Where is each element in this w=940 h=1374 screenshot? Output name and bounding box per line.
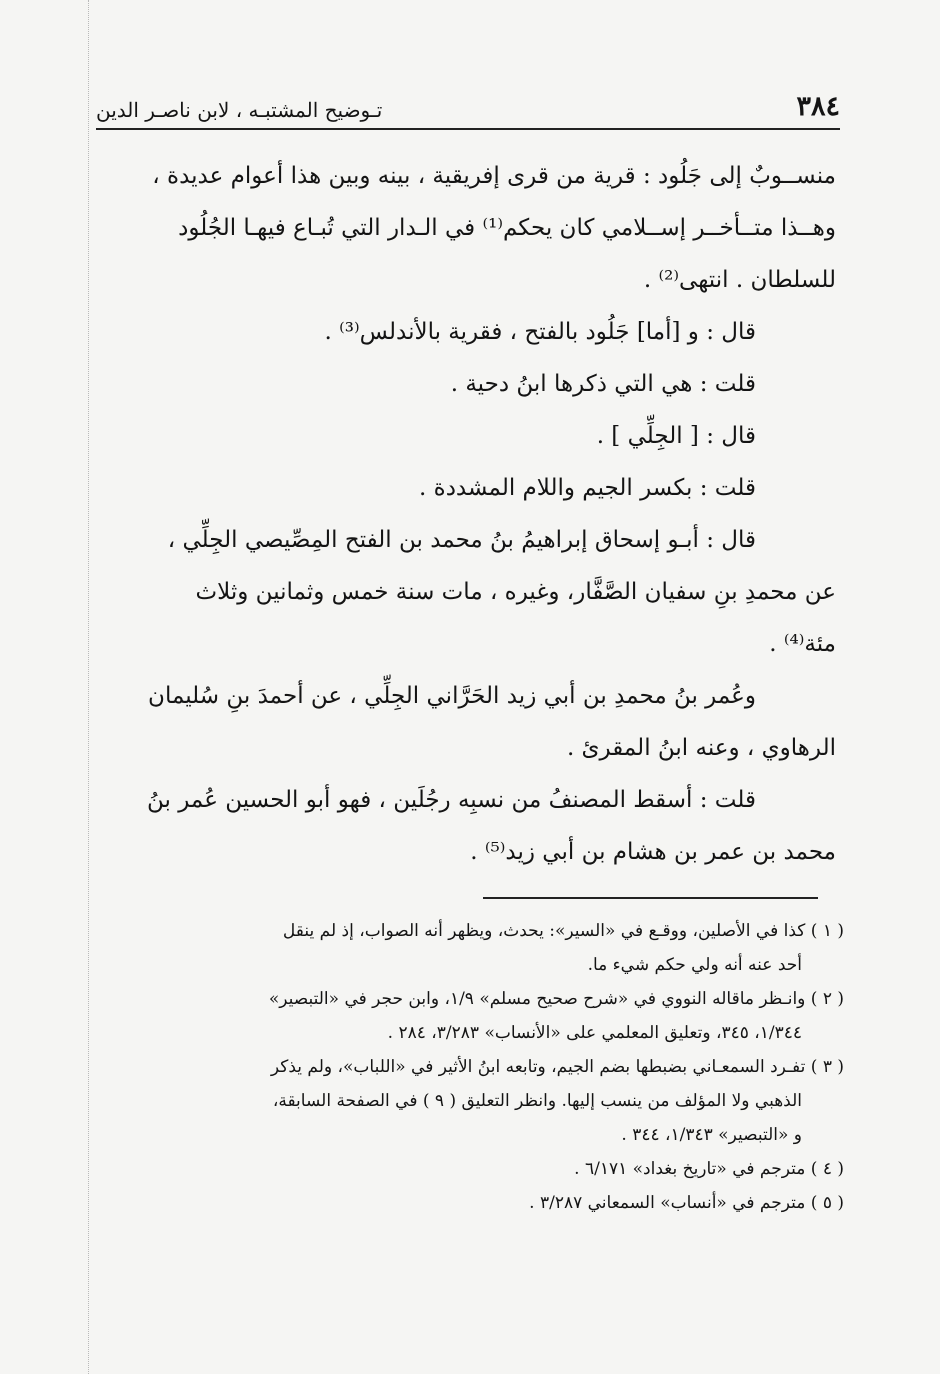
text-line: قال : و [أما] جَلُود بالفتح ، فقرية بالأندلس⁽³⁾ . xyxy=(324,319,756,345)
text-line: وعُمر بنُ محمدِ بن أبي زيد الحَرَّاني الجِلِّي ، عن أحمدَ بنِ سُليمان xyxy=(148,683,756,709)
text-line: عن محمدِ بنِ سفيان الصَّفَّار، وغيره ، مات سنة خمس وثمانين وثلاث xyxy=(195,579,836,605)
text-line: قال : [ الجِلِّي ] . xyxy=(596,423,756,449)
footnote-line: و «التبصير» ١/٣٤٣، ٣٤٤ . xyxy=(621,1125,802,1145)
footnote-line: ( ٣ ) تفـرد السمعـاني بضبطها بضم الجيم، وتابعه ابنُ الأثير في «اللباب»، ولم يذكر xyxy=(270,1057,844,1077)
footnote-divider xyxy=(483,897,818,899)
footnote-line: ( ١ ) كذا في الأصلين، ووقـع في «السير»: يحدث، ويظهر أنه الصواب، إذ لم ينقل xyxy=(282,921,844,941)
running-title: تـوضيح المشتبـه ، لابن ناصـر الدين xyxy=(96,98,383,122)
text-line: وهــذا متــأخــر إســلامي كان يحكم⁽¹⁾ في الـدار التي تُبـاع فيهـا الجُلُود xyxy=(178,215,836,241)
text-line: للسلطان . انتهى⁽²⁾ . xyxy=(643,267,836,293)
margin-rule xyxy=(88,0,89,1374)
page-header xyxy=(96,82,840,130)
text-line: قلت : هي التي ذكرها ابنُ دحية . xyxy=(450,371,756,397)
text-line: قال : أبـو إسحاق إبراهيمُ بنُ محمد بن الفتح المِصِّيصي الجِلِّي ، xyxy=(167,527,756,553)
main-text xyxy=(96,150,836,878)
text-line: قلت : أسقط المصنفُ من نسبِه رجُلَين ، فهو أبو الحسين عُمر بنُ xyxy=(146,787,756,813)
text-line: محمد بن عمر بن هشام بن أبي زيد⁽⁵⁾ . xyxy=(470,839,836,865)
footnotes xyxy=(96,914,844,1220)
text-line: مئة⁽⁴⁾ . xyxy=(769,631,836,657)
footnote-line: ( ٤ ) مترجم في «تاريخ بغداد» ٦/١٧١ . xyxy=(574,1159,844,1179)
footnote-line: ١/٣٤٤، ٣٤٥، وتعليق المعلمي على «الأنساب» ٣/٢٨٣، ٢٨٤ . xyxy=(387,1023,802,1043)
text-line: قلت : بكسر الجيم واللام المشددة . xyxy=(419,475,756,501)
text-line: منســوبٌ إلى جَلُود : قرية من قرى إفريقية ، بينه وبين هذا أعوام عديدة ، xyxy=(152,163,836,189)
page-number: ٣٨٤ xyxy=(796,91,840,122)
footnote-line: الذهبي ولا المؤلف من ينسب إليها. وانظر التعليق ( ٩ ) في الصفحة السابقة، xyxy=(272,1091,802,1111)
text-line: الرهاوي ، وعنه ابنُ المقرئ . xyxy=(566,735,836,761)
footnote-line: ( ٢ ) وانـظر ماقاله النووي في «شرح صحيح مسلم» ١/٩، وابن حجر في «التبصير» xyxy=(268,989,844,1009)
footnote-line: ( ٥ ) مترجم في «أنساب» السمعاني ٣/٢٨٧ . xyxy=(529,1193,844,1213)
footnote-line: أحد عنه أنه ولي حكم شيء ما. xyxy=(587,955,802,975)
